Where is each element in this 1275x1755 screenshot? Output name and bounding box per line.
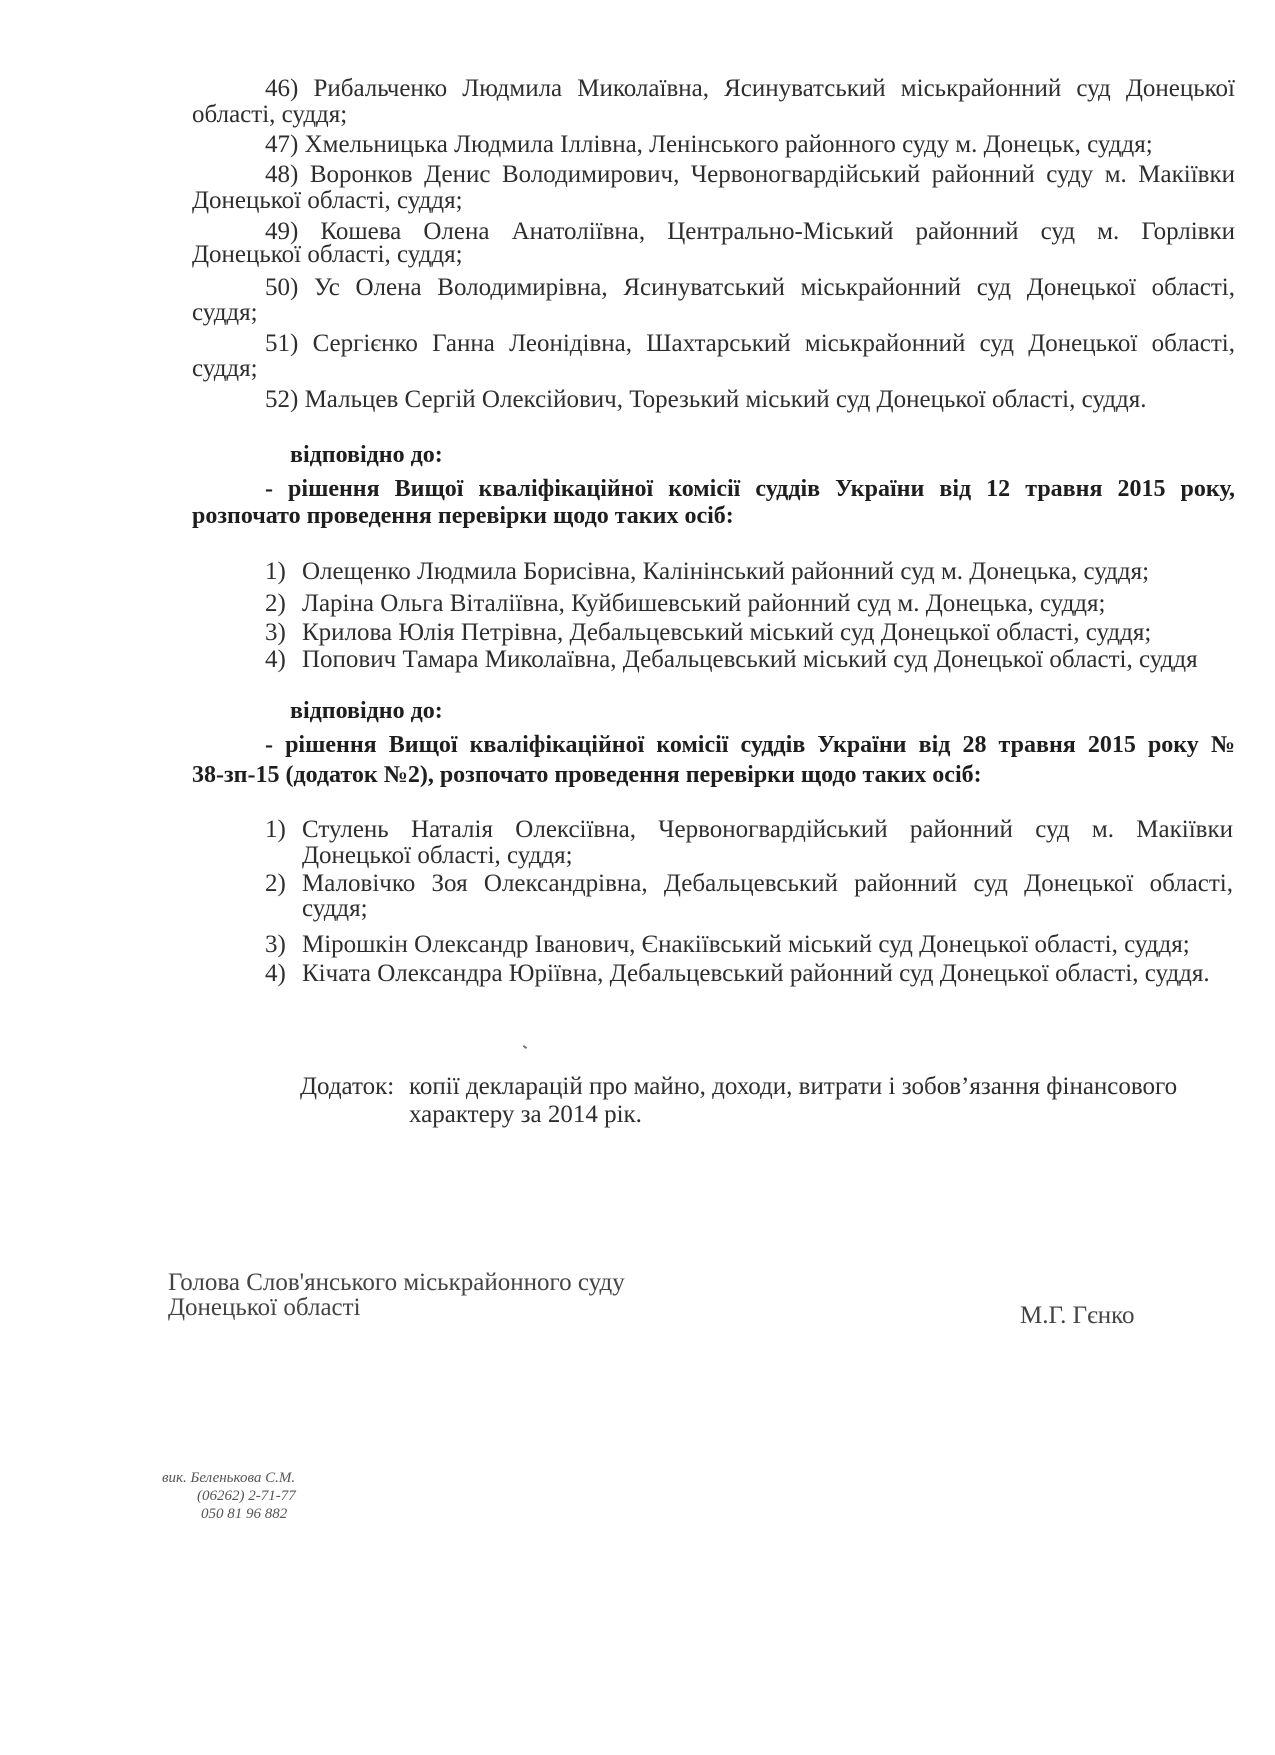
list-item-line: 50) Ус Олена Володимирівна, Ясинуватський міськрайонний суд Донецької області,	[265, 274, 1235, 301]
executor-phone: (06262) 2-71-77	[197, 1488, 296, 1504]
item-number: 3)	[265, 931, 286, 958]
list-item: Кічата Олександра Юріївна, Дебальцевський районний суд Донецької області, суддя.	[302, 960, 1210, 987]
item-number: 2)	[265, 870, 286, 897]
list-item: Ларіна Ольга Віталіївна, Куйбишевський районний суд м. Донецька, суддя;	[302, 590, 1106, 617]
attachment-text: копії декларацій про майно, доходи, витрати і зобов’язання фінансового	[409, 1073, 1178, 1100]
list-item: Донецької області, суддя;	[302, 842, 573, 869]
signatory-position: Голова Слов'янського міськрайонного суду	[168, 1269, 625, 1296]
list-item-line: 49) Кошева Олена Анатоліївна, Центрально-Міський районний суд м. Горлівки	[265, 218, 1235, 245]
list-item: Мірошкін Олександр Іванович, Єнакіївський міський суд Донецької області, суддя;	[302, 931, 1190, 958]
decision-line: - рішення Вищої кваліфікаційної комісії суддів України від 12 травня 2015 року,	[265, 476, 1235, 502]
list-item: Стулень Наталія Олексіївна, Червоногвардійський районний суд м. Макіївки	[302, 816, 1233, 843]
decision-line: - рішення Вищої кваліфікаційної комісії суддів України від 28 травня 2015 року №	[265, 732, 1235, 758]
list-item-line: Донецької області, суддя;	[192, 241, 463, 268]
attachment-text: характеру за 2014 рік.	[409, 1101, 642, 1128]
signatory-position: Донецької області	[168, 1294, 361, 1321]
list-item-line: області, суддя;	[192, 101, 348, 128]
decision-line: розпочато проведення перевірки щодо таких осіб:	[192, 503, 734, 529]
item-number: 3)	[265, 619, 286, 646]
item-number: 2)	[265, 590, 286, 617]
section-intro: відповідно до:	[290, 698, 443, 724]
signatory-name: М.Г. Гєнко	[1020, 1302, 1135, 1329]
list-item: суддя;	[302, 895, 368, 922]
executor-name: вик. Беленькова С.М.	[162, 1470, 296, 1486]
list-item-line: 52) Мальцев Сергій Олексійович, Торезький міський суд Донецької області, суддя.	[265, 386, 1147, 413]
list-item: Олещенко Людмила Борисівна, Калінінський районний суд м. Донецька, суддя;	[302, 558, 1150, 585]
list-item-line: 46) Рибальченко Людмила Миколаївна, Ясинуватський міськрайонний суд Донецької	[265, 75, 1235, 102]
list-item: Попович Тамара Миколаївна, Дебальцевський міський суд Донецької області, суддя	[302, 646, 1198, 673]
item-number: 1)	[265, 558, 286, 585]
attachment-label: Додаток:	[300, 1073, 395, 1100]
list-item-line: 51) Сергієнко Ганна Леонідівна, Шахтарський міськрайонний суд Донецької області,	[265, 330, 1235, 357]
list-item-line: 48) Воронков Денис Володимирович, Червоногвардійський районний суду м. Макіївки	[265, 161, 1235, 188]
list-item-line: суддя;	[192, 299, 258, 326]
list-item-line: суддя;	[192, 355, 258, 382]
list-item: Крилова Юлія Петрівна, Дебальцевський міський суд Донецької області, суддя;	[302, 619, 1152, 646]
executor-mobile: 050 81 96 882	[201, 1506, 288, 1522]
decision-line: 38-зп-15 (додаток №2), розпочато проведення перевірки щодо таких осіб:	[192, 762, 982, 788]
section-intro: відповідно до:	[290, 442, 443, 468]
list-item-line: 47) Хмельницька Людмила Іллівна, Ленінського районного суду м. Донецьк, суддя;	[265, 131, 1153, 158]
item-number: 4)	[265, 646, 286, 673]
list-item-line: Донецької області, суддя;	[192, 187, 463, 214]
scan-mark	[523, 1045, 527, 1049]
list-item: Маловічко Зоя Олександрівна, Дебальцевський районний суд Донецької області,	[302, 870, 1233, 897]
item-number: 4)	[265, 960, 286, 987]
item-number: 1)	[265, 816, 286, 843]
